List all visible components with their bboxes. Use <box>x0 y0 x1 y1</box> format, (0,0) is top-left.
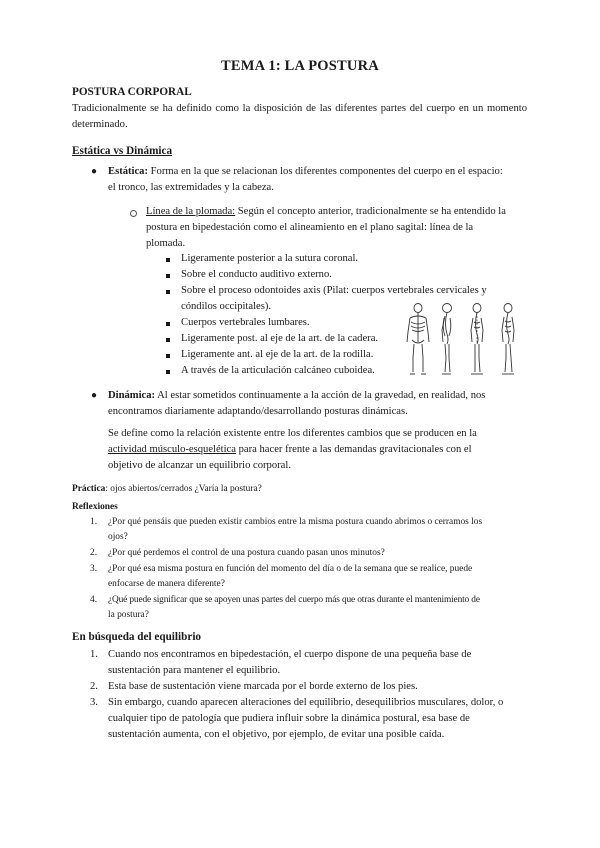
bullet-dot-icon: ● <box>91 166 98 177</box>
equilibrio-number: 3. <box>90 697 98 708</box>
bullet-square-icon <box>166 258 170 262</box>
reflexion-number: 1. <box>90 517 98 527</box>
equilibrio-item-1-line-2: sustentación para mantener el equilibrio. <box>108 665 281 676</box>
dinamica-definition-3: objetivo de alcanzar un equilibrio corporal. <box>108 460 291 471</box>
estatica-line-2: el tronco, las extremidades y la cabeza. <box>108 182 274 193</box>
skeleton-posture-figure <box>402 302 524 376</box>
bullet-square-icon <box>166 354 170 358</box>
actividad-musculo-esqueletica: actividad músculo-esquelética <box>108 444 236 455</box>
dinamica-definition-1: Se define como la relación existente entre los diferentes cambios que se producen en la <box>108 428 477 439</box>
bullet-circle-icon <box>130 210 137 217</box>
plomada-point-7: A través de la articulación calcáneo cuboidea. <box>181 365 375 376</box>
plomada-line-2: postura en bipedestación como el alineamiento en el plano sagital: línea de la <box>146 222 474 233</box>
plomada-point-5: Ligeramente post. al eje de la art. de la cadera. <box>181 333 379 344</box>
practica-text: : ojos abiertos/cerrados ¿Varía la postura? <box>105 484 262 494</box>
page-title: TEMA 1: LA POSTURA <box>221 58 379 74</box>
plomada-point-1: Ligeramente posterior a la sutura coronal. <box>181 253 359 264</box>
reflexion-number: 3. <box>90 564 98 574</box>
dinamica-line-2: encontramos diariamente adaptando/desarrollando posturas dinámicas. <box>108 406 408 417</box>
estatica-dinamica-heading-text: Estática vs Dinámica <box>72 145 173 157</box>
equilibrio-item-3-line-1: Sin embargo, cuando aparecen alteraciones del equilibrio, desequilibrios musculares, dolor, o <box>108 697 504 708</box>
plomada-point-6: Ligeramente ant. al eje de la art. de la rodilla. <box>181 349 374 360</box>
equilibrio-number: 1. <box>90 649 98 660</box>
bullet-square-icon <box>166 290 170 294</box>
equilibrio-item-2-line-1: Esta base de sustentación viene marcada por el borde externo de los pies. <box>108 681 418 692</box>
plomada-point-4: Cuerpos vertebrales lumbares. <box>181 317 310 328</box>
skeleton-side-view-1 <box>442 304 452 375</box>
skeleton-side-view-2 <box>471 304 483 375</box>
plomada-point-3: Sobre el proceso odontoides axis (Pilat: cuerpos vertebrales cervicales y <box>181 285 487 296</box>
bullet-dot-icon: ● <box>91 390 98 401</box>
equilibrio-number: 2. <box>90 681 98 692</box>
section-heading-estatica-dinamica <box>72 145 172 157</box>
postura-definition: Tradicionalmente se ha definido como la disposición de las diferentes partes del cuerpo en un momento determinado. <box>72 103 527 130</box>
plomada-line-1 <box>146 204 528 220</box>
skeleton-back-view <box>502 304 514 375</box>
bullet-square-icon <box>166 274 170 278</box>
plomada-line-3: plomada. <box>146 238 186 249</box>
dinamica-label: Dinámica: <box>108 390 156 401</box>
equilibrio-item-1-line-1: Cuando nos encontramos en bipedestación, el cuerpo dispone de una pequeña base de <box>108 649 472 660</box>
plomada-point-2: Sobre el conducto auditivo externo. <box>181 269 332 280</box>
dinamica-definition-2b: para hacer frente a las demandas gravitacionales con el <box>235 444 472 455</box>
plomada-point-3-cont: cóndilos occipitales). <box>181 301 272 312</box>
reflexion-number: 2. <box>90 548 98 558</box>
reflexion-item-1-line-2: ojos? <box>108 532 128 542</box>
bullet-square-icon <box>166 338 170 342</box>
equilibrio-item-3-line-2: cualquier tipo de patología que pudiera influir sobre la dinámica postural, esa base de <box>108 713 470 724</box>
plomada-text-1: Según el concepto anterior, tradicionalmente se ha entendido la <box>235 206 506 217</box>
dinamica-definition-2 <box>108 442 472 458</box>
section-heading-equilibrio: En búsqueda del equilibrio <box>72 631 202 643</box>
reflexion-number: 4. <box>90 595 98 605</box>
section-heading-postura: POSTURA CORPORAL <box>72 86 192 98</box>
equilibrio-item-3-line-3: sustentación aumenta, con el objetivo, por ejemplo, de evitar una posible caída. <box>108 729 445 740</box>
reflexion-item-4-line-2: la postura? <box>108 610 149 620</box>
estatica-text-1: Forma en la que se relacionan los diferentes componentes del cuerpo en el espacio: <box>148 166 503 177</box>
estatica-line-1 <box>108 164 528 180</box>
dinamica-text-1: Al estar sometidos continuamente a la acción de la gravedad, en realidad, nos <box>155 390 486 401</box>
reflexion-item-3-line-1: ¿Por qué esa misma postura en función del momento del día o de la semana que se realice, puede <box>108 564 473 574</box>
estatica-label: Estática: <box>108 166 149 177</box>
practica-line <box>72 481 262 497</box>
dinamica-line-1 <box>108 388 528 404</box>
reflexiones-heading: Reflexiones <box>72 502 118 512</box>
skeleton-front-view <box>407 304 429 375</box>
plomada-label: Línea de la plomada: <box>146 206 236 217</box>
bullet-square-icon <box>166 370 170 374</box>
reflexion-item-1-line-1: ¿Por qué pensáis que pueden existir cambios entre la misma postura cuando abrimos o cerramos los <box>108 517 483 527</box>
practica-label: Práctica <box>72 484 106 494</box>
reflexion-item-2-line-1: ¿Por qué perdemos el control de una postura cuando pasan unos minutos? <box>108 548 385 558</box>
reflexion-item-3-line-2: enfocarse de manera diferente? <box>108 579 225 589</box>
reflexion-item-4-line-1: ¿Qué puede significar que se apoyen unas partes del cuerpo más que otras durante el mantenimiento de <box>108 595 480 605</box>
bullet-square-icon <box>166 322 170 326</box>
